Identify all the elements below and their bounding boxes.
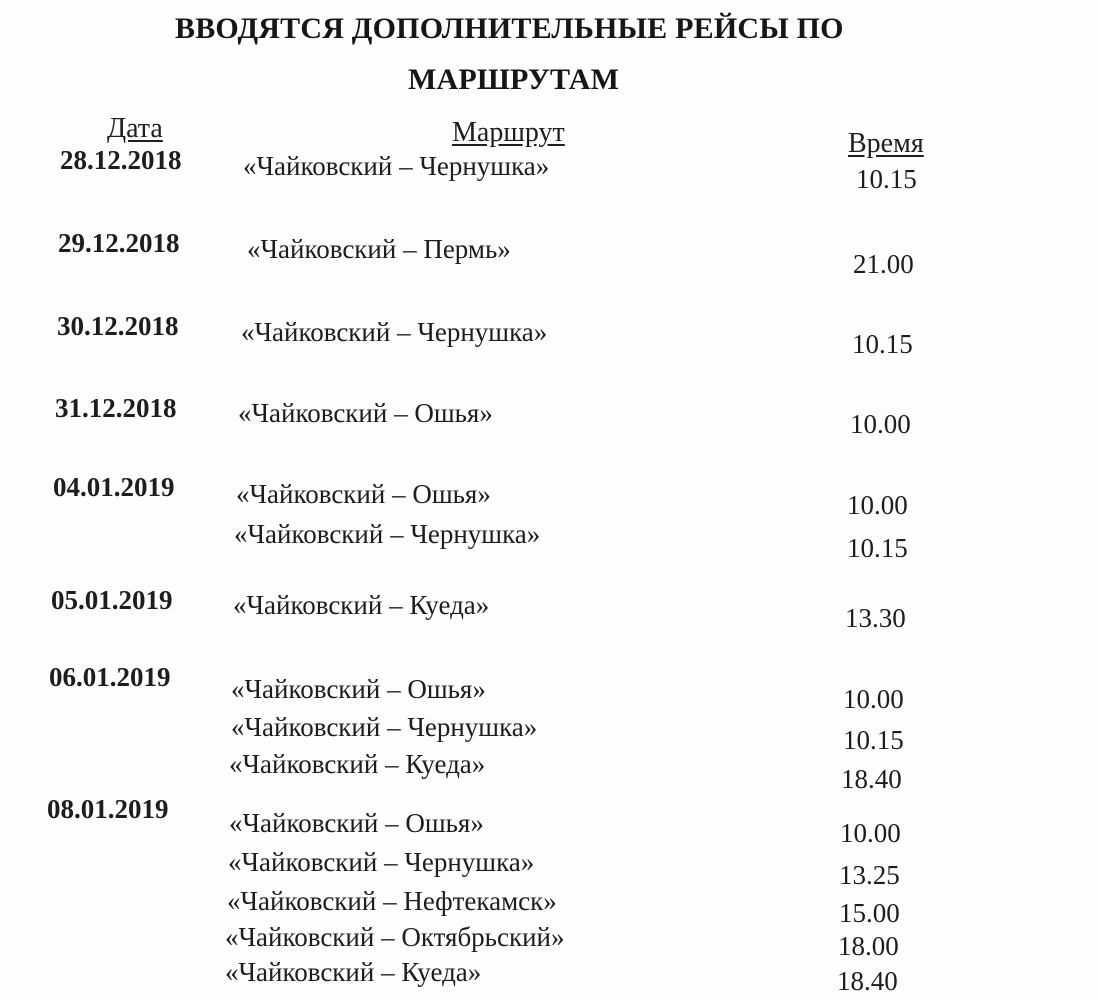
schedule-route: «Чайковский – Чернушка»	[234, 519, 541, 549]
schedule-date: 29.12.2018	[58, 228, 180, 258]
schedule-time: 10.00	[840, 818, 901, 848]
schedule-route: «Чайковский – Чернушка»	[241, 317, 548, 347]
schedule-time: 10.15	[852, 329, 913, 359]
schedule-route: «Чайковский – Ошья»	[231, 674, 486, 704]
schedule-route: «Чайковский – Октябрьский»	[225, 922, 565, 952]
schedule-time: 10.00	[847, 490, 908, 520]
schedule-time: 10.00	[850, 409, 911, 439]
schedule-route: «Чайковский – Ошья»	[238, 398, 493, 428]
schedule-time: 15.00	[839, 898, 900, 928]
schedule-route: «Чайковский – Чернушка»	[243, 151, 550, 181]
schedule-time: 18.40	[837, 966, 898, 996]
schedule-route: «Чайковский – Куеда»	[225, 957, 482, 987]
schedule-date: 05.01.2019	[51, 585, 173, 615]
schedule-route: «Чайковский – Чернушка»	[231, 712, 538, 742]
schedule-route: «Чайковский – Ошья»	[229, 808, 484, 838]
schedule-time: 21.00	[853, 249, 914, 279]
schedule-time: 10.00	[843, 684, 904, 714]
schedule-date: 31.12.2018	[55, 393, 177, 423]
schedule-date: 08.01.2019	[47, 794, 169, 824]
schedule-time: 18.00	[838, 931, 899, 961]
column-header-route: Маршрут	[452, 117, 565, 148]
column-header-time: Время	[848, 128, 924, 159]
schedule-route: «Чайковский – Пермь»	[247, 234, 511, 264]
schedule-time: 10.15	[856, 164, 917, 194]
document-title-line-2: МАРШРУТАМ	[408, 63, 620, 96]
schedule-date: 28.12.2018	[60, 145, 182, 175]
schedule-time: 10.15	[843, 725, 904, 755]
schedule-date: 30.12.2018	[57, 311, 179, 341]
schedule-route: «Чайковский – Куеда»	[229, 749, 486, 779]
schedule-time: 18.40	[841, 764, 902, 794]
schedule-route: «Чайковский – Чернушка»	[228, 847, 535, 877]
schedule-date: 04.01.2019	[53, 472, 175, 502]
schedule-route: «Чайковский – Куеда»	[233, 590, 490, 620]
schedule-time: 10.15	[847, 533, 908, 563]
schedule-route: «Чайковский – Ошья»	[236, 479, 491, 509]
schedule-time: 13.25	[839, 860, 900, 890]
column-header-date: Дата	[107, 113, 163, 144]
schedule-route: «Чайковский – Нефтекамск»	[227, 886, 557, 916]
schedule-time: 13.30	[845, 603, 906, 633]
schedule-date: 06.01.2019	[49, 662, 171, 692]
document-title-line-1: ВВОДЯТСЯ ДОПОЛНИТЕЛЬНЫЕ РЕЙСЫ ПО	[175, 12, 844, 45]
